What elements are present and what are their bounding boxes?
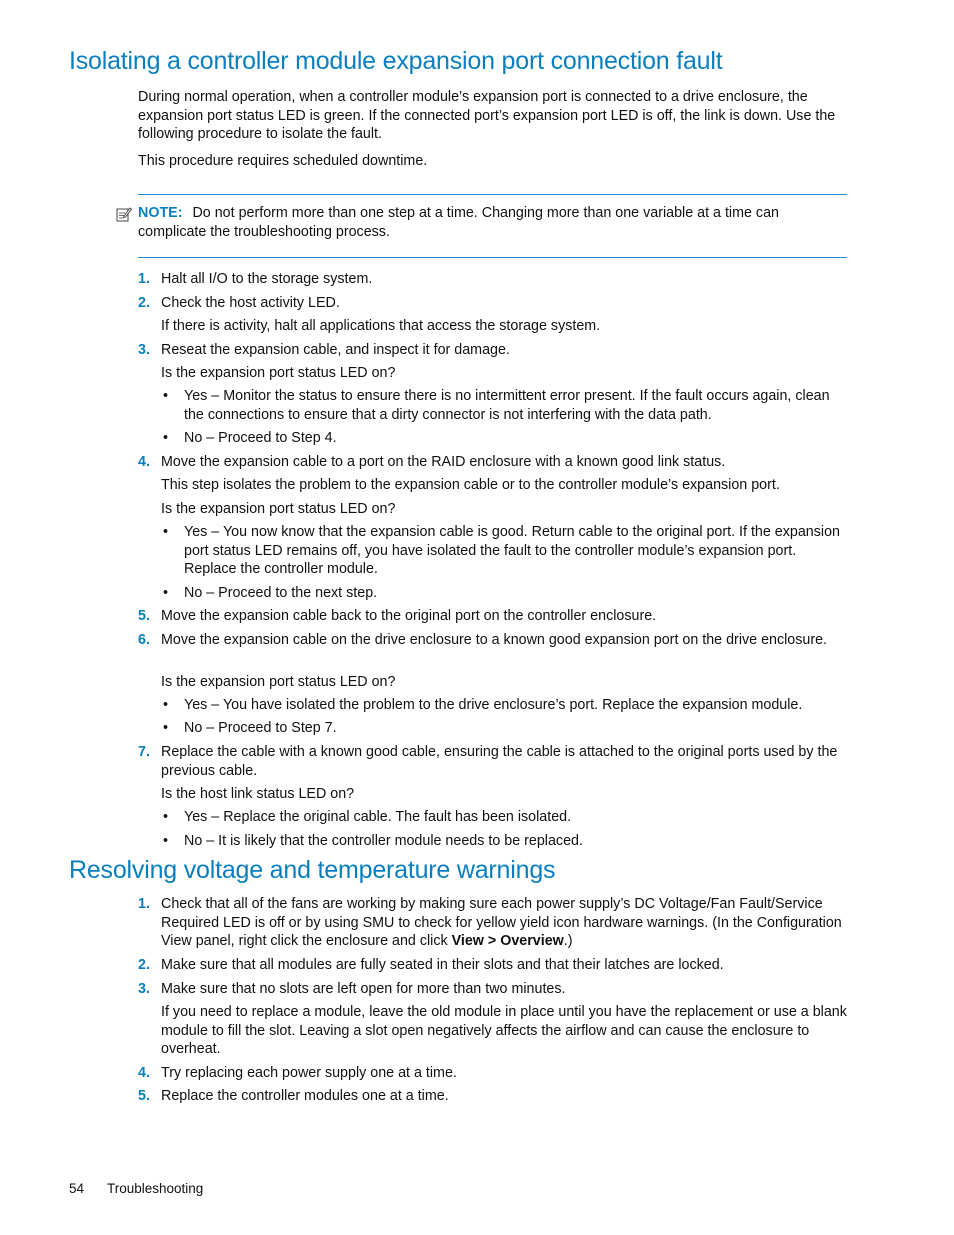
bullet-item: No – It is likely that the controller module needs to be replaced. [184, 833, 583, 849]
step-text [161, 895, 851, 951]
section-heading-isolating-fault: Isolating a controller module expansion port connection fault [69, 47, 723, 75]
step-text: Make sure that no slots are left open for more than two minutes. [161, 981, 566, 997]
note-label: NOTE: [138, 205, 183, 221]
step-text: Reseat the expansion cable, and inspect it for damage. [161, 342, 510, 358]
step-number: 3. [138, 981, 150, 997]
bullet-item: Yes – You have isolated the problem to the drive enclosure’s port. Replace the expansion module. [184, 697, 803, 713]
step-text-tail: .) [563, 933, 573, 949]
bullet-item: Yes – You now know that the expansion cable is good. Return cable to the original port. If the expansion port status LED remains off, you have isolated the fault to the controller module’s expansion port. Replace the controller module. [184, 524, 840, 577]
bullet-marker: • [163, 809, 169, 825]
note-text: Do not perform more than one step at a time. Changing more than one variable at a time can complicate the troubleshooting process. [138, 205, 779, 240]
bullet-marker: • [163, 388, 169, 404]
bullet-marker: • [163, 585, 169, 601]
step-text: Check the host activity LED. [161, 295, 340, 311]
bullet-marker: • [163, 430, 169, 446]
bullet-item: No – Proceed to Step 4. [184, 430, 337, 446]
downtime-paragraph: This procedure requires scheduled downtime. [138, 153, 428, 169]
step-number: 2. [138, 295, 150, 311]
bullet-marker: • [163, 697, 169, 713]
step-question: Is the expansion port status LED on? [161, 674, 396, 690]
note-paragraph [138, 204, 838, 241]
step-number: 2. [138, 957, 150, 973]
step-question: Is the expansion port status LED on? [161, 501, 396, 517]
step-number: 7. [138, 744, 150, 760]
intro-paragraph: During normal operation, when a controller module’s expansion port is connected to a drive enclosure, the expansion port status LED is green. If the connected port’s expansion port LED is off, the link is down. Use the following procedure to isolate the fault. [138, 89, 836, 142]
step-text: Make sure that all modules are fully seated in their slots and that their latches are locked. [161, 957, 724, 973]
step-detail: If there is activity, halt all applications that access the storage system. [161, 318, 601, 334]
note-pencil-icon [116, 206, 132, 222]
step-question: Is the expansion port status LED on? [161, 365, 396, 381]
step-number: 1. [138, 896, 150, 912]
step-text-main: Check that all of the fans are working by making sure each power supply’s DC Voltage/Fan Fault/Service Required LED is off or by using SMU to check for yellow yield icon hardware warnings. (In the Configuration View panel, right click the enclosure and click [161, 896, 842, 949]
step-number: 6. [138, 632, 150, 648]
step-text: Move the expansion cable to a port on the RAID enclosure with a known good link status. [161, 454, 726, 470]
bullet-item: No – Proceed to the next step. [184, 585, 378, 601]
step-text: Move the expansion cable on the drive enclosure to a known good expansion port on the drive enclosure. [161, 632, 828, 648]
footer-chapter: Troubleshooting [107, 1181, 204, 1196]
step-text: Replace the cable with a known good cable, ensuring the cable is attached to the original ports used by the previous cable. [161, 744, 838, 779]
bullet-marker: • [163, 720, 169, 736]
step-text: Move the expansion cable back to the original port on the controller enclosure. [161, 608, 657, 624]
step-number: 4. [138, 454, 150, 470]
step-number: 5. [138, 1088, 150, 1104]
bullet-marker: • [163, 524, 169, 540]
step-question: Is the host link status LED on? [161, 786, 355, 802]
step-detail: If you need to replace a module, leave the old module in place until you have the replacement or use a blank module to fill the slot. Leaving a slot open negatively affects the airflow and can cause the enclosure to overheat. [161, 1004, 847, 1057]
page-number: 54 [69, 1181, 85, 1196]
bullet-marker: • [163, 833, 169, 849]
bullet-item: No – Proceed to Step 7. [184, 720, 337, 736]
step-text: Replace the controller modules one at a time. [161, 1088, 449, 1104]
step-number: 4. [138, 1065, 150, 1081]
step-text: Try replacing each power supply one at a time. [161, 1065, 457, 1081]
step-number: 5. [138, 608, 150, 624]
menu-path-view-overview: View > Overview [451, 933, 564, 949]
step-number: 1. [138, 271, 150, 287]
step-detail: This step isolates the problem to the expansion cable or to the controller module’s expansion port. [161, 477, 780, 493]
section-heading-voltage-temperature: Resolving voltage and temperature warnings [69, 856, 556, 884]
bullet-item: Yes – Replace the original cable. The fault has been isolated. [184, 809, 572, 825]
bullet-item: Yes – Monitor the status to ensure there is no intermittent error present. If the fault occurs again, clean the connections to ensure that a dirty connector is not interfering with the data path. [184, 388, 830, 423]
step-number: 3. [138, 342, 150, 358]
step-text: Halt all I/O to the storage system. [161, 271, 373, 287]
